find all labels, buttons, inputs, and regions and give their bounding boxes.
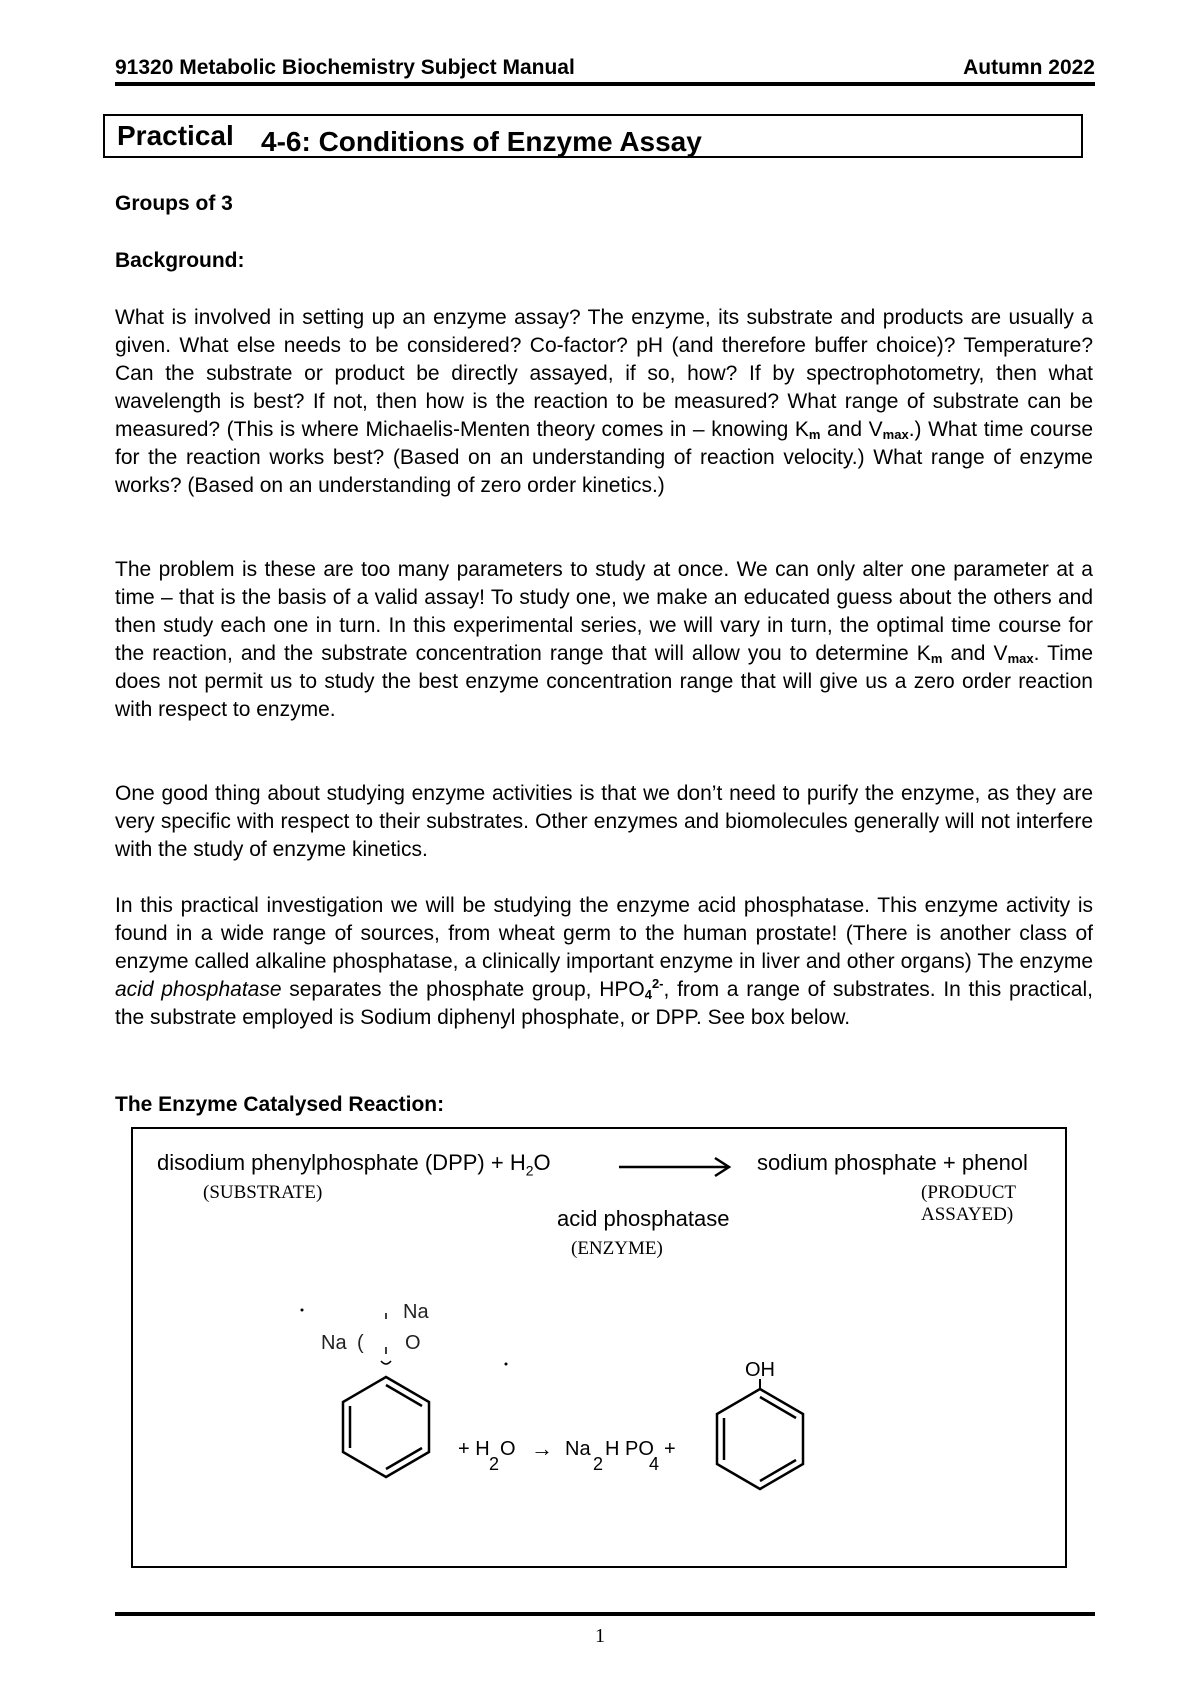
paragraph-background: What is involved in setting up an enzyme assay? The enzyme, its substrate and products are usually a given. What else needs to be considered? Co-factor? pH (and therefore buffer choice)? Temperature? Can the substrate or product be directly assayed, if so, how? If by spectrophotometry, then what wavelength is best? If not, then how is the reaction to be measured? What range of substrate can be measured? (This is where Michaelis-Menten theory comes in – knowing $K_m$ and $V_{max}$.) What time course for the reaction works best? (Based on an understanding of reaction velocity.) What range of enzyme works? (Based on an understanding of zero order kinetics.)	[115, 306, 1094, 497]
background-heading: Background:	[115, 249, 245, 272]
page-number: 1	[595, 1625, 605, 1647]
phenol-structure	[693, 1379, 813, 1509]
page-header	[115, 56, 1095, 82]
substrate-label: (SUBSTRATE)	[203, 1182, 323, 1203]
reaction-arrow	[617, 1155, 737, 1179]
structure-o: O	[405, 1332, 421, 1354]
substrate-equation: disodium phenylphosphate $(DPP) + H_2O$	[157, 1150, 551, 1179]
header-course-title: 91320 Metabolic Biochemistry Subject Manual	[115, 56, 575, 79]
phenylphosphate-structure	[293, 1289, 453, 1529]
structure-na-left: Na	[321, 1332, 347, 1354]
footer-rule	[115, 1612, 1095, 1616]
title-practical: Practical	[117, 120, 234, 151]
phenol-oh-label: OH	[745, 1359, 775, 1381]
reaction-heading: The Enzyme Catalysed Reaction:	[115, 1093, 445, 1116]
product-label: (PRODUCT ASSAYED)	[921, 1182, 1017, 1225]
stray-dot	[503, 1361, 509, 1367]
paragraph-acid-phosphatase: In this practical investigation we will be studying the enzyme acid phosphatase. This enzyme activity is found in a wide range of sources, from wheat germ to the human prostate! (There is another class of enzyme called alkaline phosphatase, a clinically important enzyme in liver and other organs) The enzyme acid phosphatase separates the phosphate group, $HPO_4^{2-}$, from a range of substrates. In this practical, the substrate employed is Sodium diphenyl phosphate, or DPP. See box below.	[115, 894, 1093, 1029]
equation-arrow: →	[531, 1436, 553, 1461]
structure-paren: (	[357, 1332, 364, 1354]
product-equation: sodium phosphate + phenol	[757, 1150, 1028, 1175]
title-main: 4-6: Conditions of Enzyme Assay	[261, 126, 702, 157]
paragraph-purification: One good thing about studying enzyme activities is that we don’t need to purify the enzyme, as they are very specific with respect to their substrates. Other enzymes and biomolecules generally will not interfere with the study of enzyme kinetics.	[115, 782, 1093, 861]
header-rule	[115, 82, 1095, 86]
title-box	[103, 114, 1083, 158]
structure-na-top: Na	[403, 1301, 429, 1323]
reaction-box: disodium phenylphosphate $(DPP) + H_2O$ sodium phosphate + phenol (SUBSTRATE) (PRODUCT ASSAYED) acid phosphatase (ENZYME) Na Na ( O OH + H 2 O → Na 2 H PO 4 +	[131, 1127, 1067, 1568]
enzyme-label: (ENZYME)	[571, 1238, 663, 1259]
header-semester: Autumn 2022	[963, 56, 1095, 79]
groups-heading: Groups of 3	[115, 192, 233, 215]
paragraph-parameters: The problem is these are too many parameters to study at once. We can only alter one parameter at a time – that is the basis of a valid assay! To study one, we make an educated guess about the others and then study each one in turn. In this experimental series, we will vary in turn, the optimal time course for the reaction, and the substrate concentration range that will allow you to determine $K_m$ and $V_{max}$. Time does not permit us to study the best enzyme concentration range that will give us a zero order reaction with respect to enzyme.	[115, 558, 1094, 721]
enzyme-name: acid phosphatase	[557, 1206, 730, 1231]
